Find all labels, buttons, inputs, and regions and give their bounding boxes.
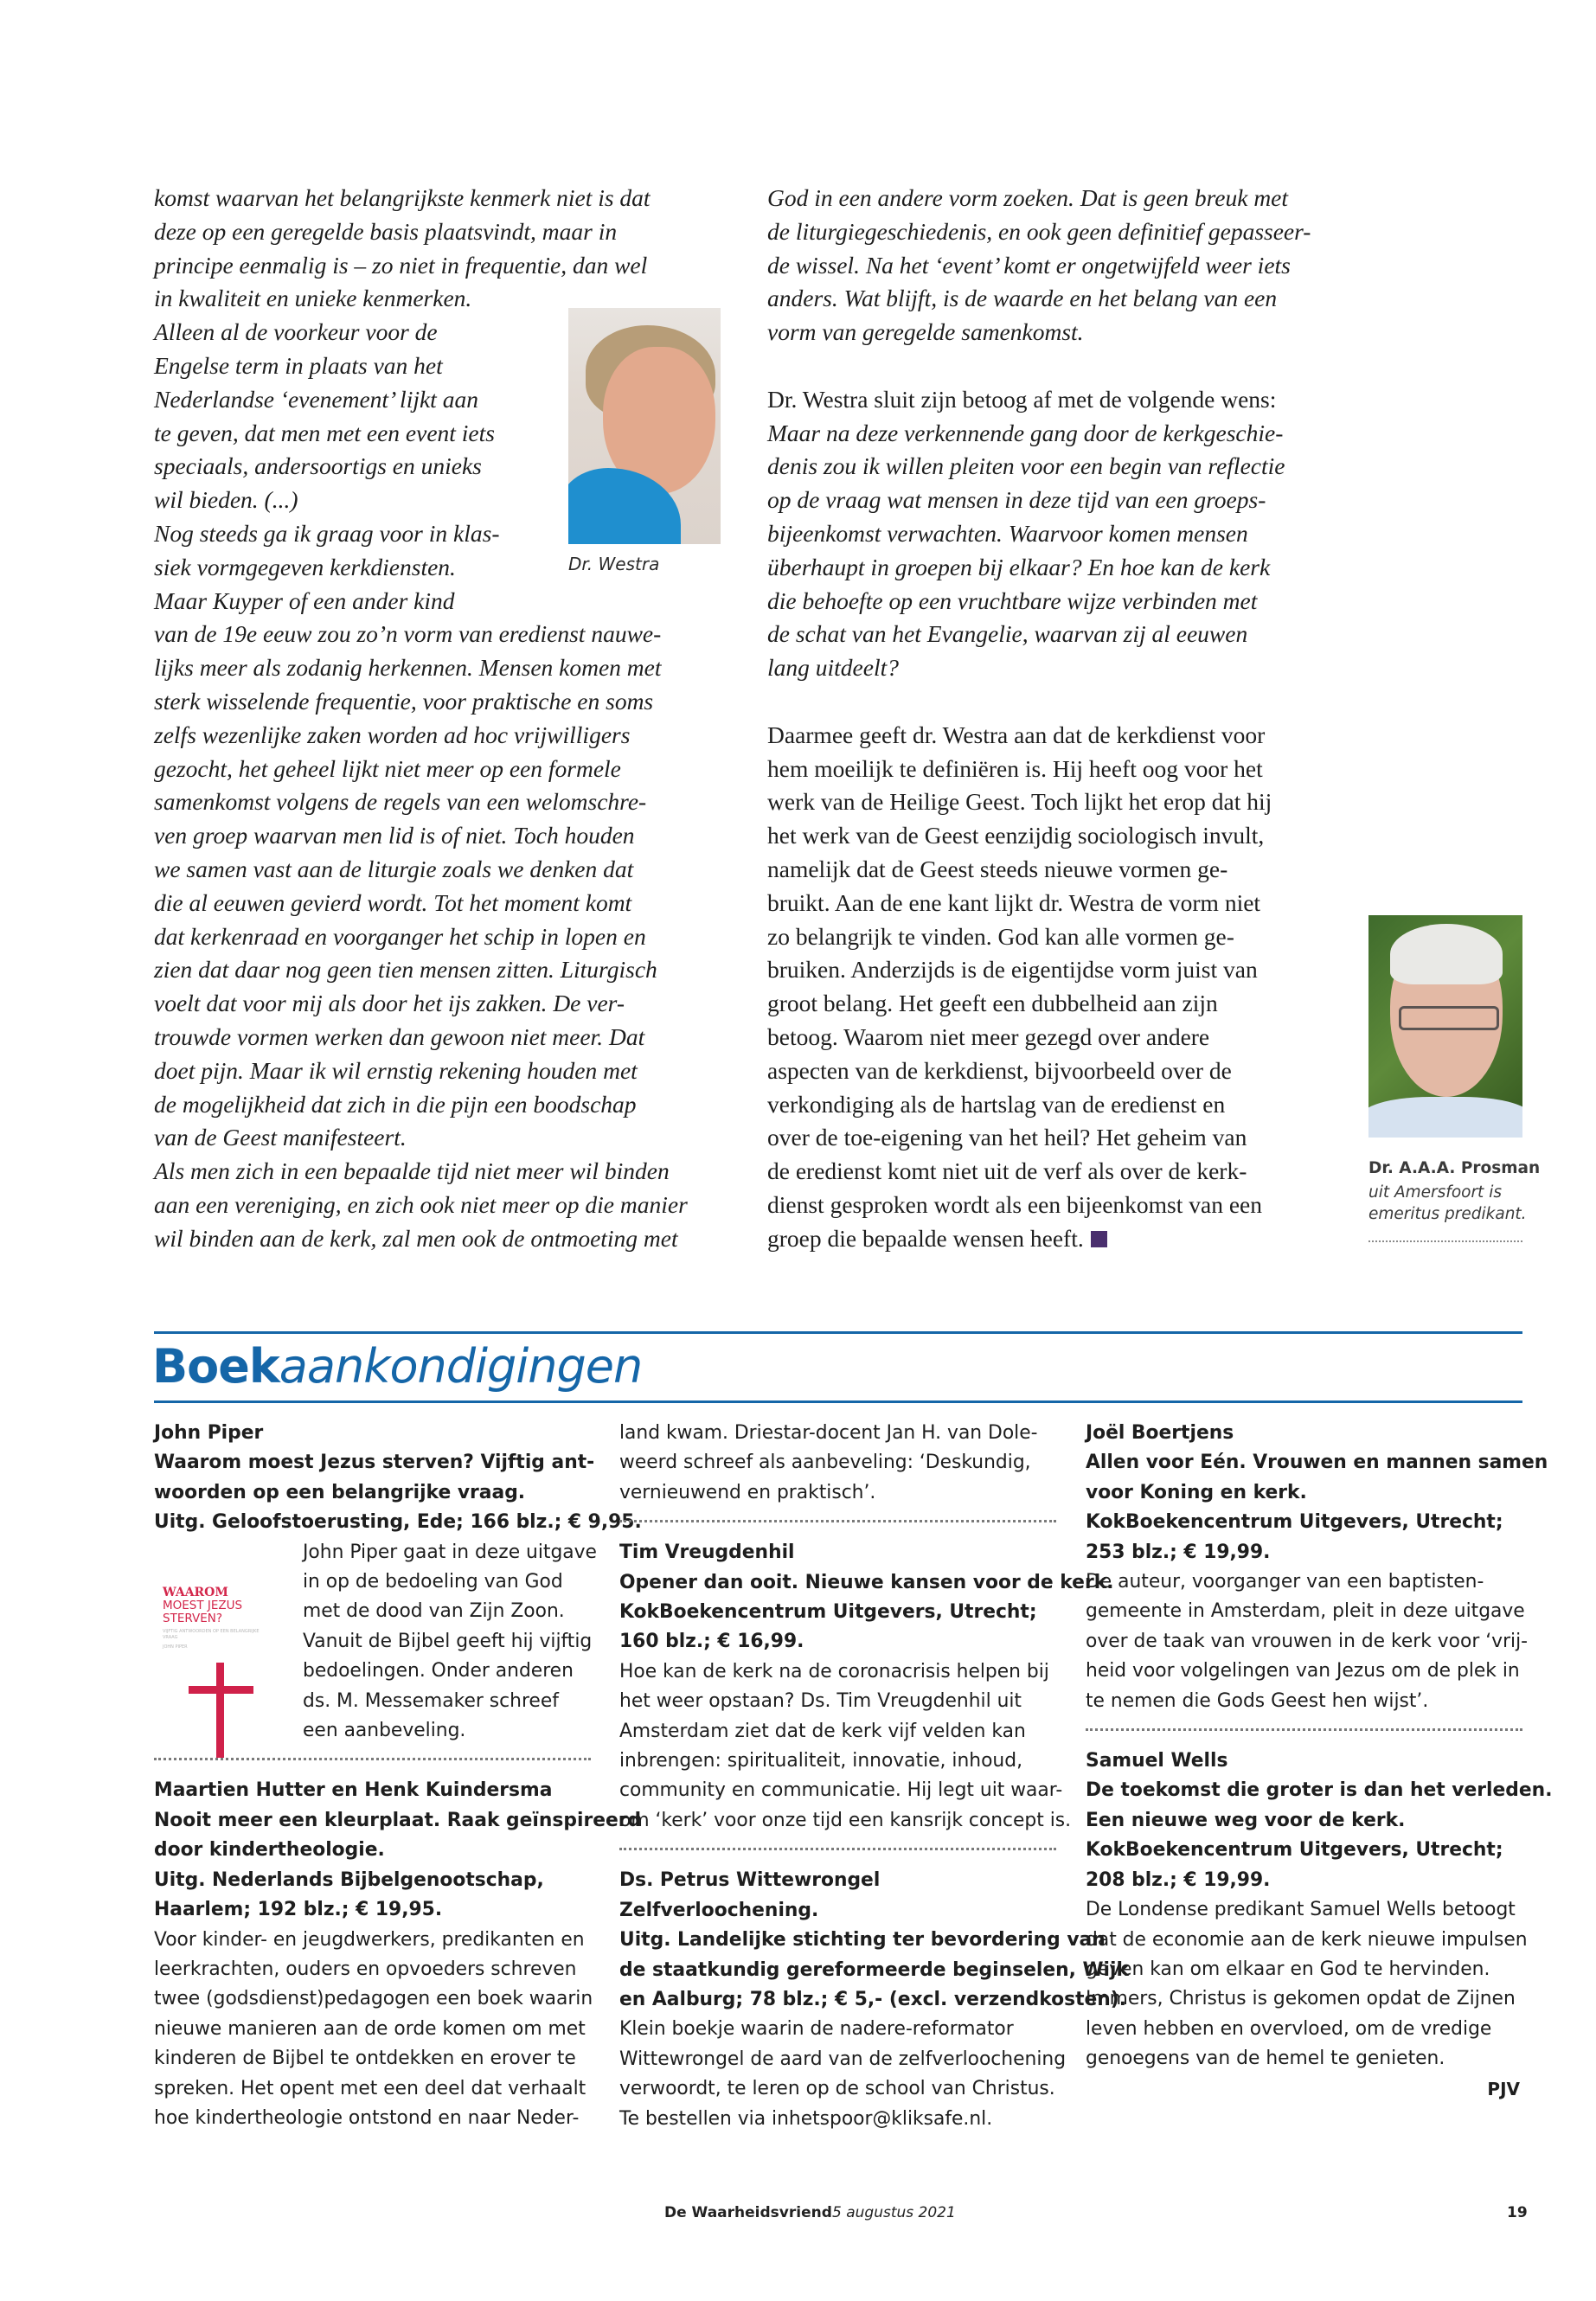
book-description-line: Vanuit de Bijbel geeft hij vijftig [303,1630,593,1652]
dotted-divider [154,1758,591,1760]
article-line: sterk wisselende frequentie, voor praktische en soms [154,687,654,715]
book-publisher-line: de staatkundig gereformeerde beginselen, Wijk [619,1958,1129,1981]
article-line: deze op een geregelde basis plaatsvindt, maar in [154,217,618,245]
book-column-2 [619,1419,1129,2134]
article-line: siek vormgegeven kerkdiensten. [154,553,456,580]
article-line: aan een vereniging, en zich ook niet meer op die manier [154,1190,688,1218]
article-line: voelt dat voor mij als door het ijs zakken. De ver- [154,990,625,1017]
author-photo [1368,915,1522,1138]
book-description-line: community en communicatie. Hij legt uit waar- [619,1779,1063,1802]
issue-date: 5 augustus 2021 [832,2204,956,2221]
book-description-line: nieuwe manieren aan de orde komen om met [154,2017,586,2040]
book-publisher-line: Uitg. Nederlands Bijbelgenootschap, [154,1868,544,1891]
cross-icon-bar [189,1686,253,1694]
article-line: Dr. Westra sluit zijn betoog af met de volgende wens: [767,385,1277,413]
dotted-divider [1086,1728,1522,1731]
dotted-divider [619,1520,1056,1522]
book-description-line: leerkrachten, ouders en opvoeders schreven [154,1958,577,1980]
article-line: bruiken. Anderzijds is de eigentijdse vorm juist van [767,956,1258,984]
article-line: groot belang. Het geeft een dubbelheid aan zijn [767,990,1218,1017]
article-line: de schat van het Evangelie, waarvan zij al eeuwen [767,620,1248,648]
article-line: namelijk dat de Geest steeds nieuwe vormen ge- [767,855,1228,882]
book-entry-hutter [154,1776,642,2133]
article-line: doet pijn. Maar ik wil ernstig rekening houden met [154,1056,638,1084]
book-description-line: spreken. Het opent met een deel dat verhaalt [154,2077,586,2099]
book-description-line: John Piper gaat in deze uitgave [303,1541,597,1563]
book-description-line: heid voor volgelingen van Jezus om de plek in [1086,1660,1520,1682]
book-column-1 [154,1419,642,2133]
book-description-line: Immers, Christus is gekomen opdat de Zijnen [1086,1988,1516,2010]
book-description-line: inbrengen: spiritualiteit, innovatie, inhoud, [619,1750,1023,1772]
section-rule-top [154,1331,1522,1334]
author-bio [1368,1182,1527,1225]
book-description-line: over de taak van vrouwen in de kerk voor ‘vrij- [1086,1630,1529,1652]
publication-name: De Waarheidsvriend [664,2204,832,2221]
section-title [152,1339,642,1394]
article-line: groep die bepaalde wensen heeft. [767,1222,1343,1256]
article-line: Daarmee geeft dr. Westra aan dat de kerkdienst voor [767,721,1266,748]
book-description-line: om ‘kerk’ voor onze tijd een kansrijk concept is. [619,1809,1072,1831]
book-description-line: ds. M. Messemaker schreef [303,1689,559,1712]
article-line: Maar Kuyper of een ander kind [154,586,455,614]
article-line: Als men zich in een bepaalde tijd niet meer wil binden [154,1157,670,1185]
book-publisher-line: Haarlem; 192 blz.; € 19,95. [154,1899,443,1921]
article-line: te geven, dat men met een event iets [154,419,495,446]
article-line: gezocht, het geheel lijkt niet meer op een formele [154,754,621,782]
article-line: zo belangrijk te vinden. God kan alle vormen ge- [767,922,1234,950]
book-description-line: geven kan om elkaar en God te hervinden. [1086,1958,1490,1980]
book-description-line: hoe kindertheologie ontstond en naar Neder- [154,2106,580,2129]
book-description-line: De auteur, voorganger van een baptisten- [1086,1571,1484,1593]
article-line: werk van de Heilige Geest. Toch lijkt het erop dat hij [767,788,1272,816]
book-publisher [1086,1836,1527,1895]
book-entry-vreugdenhil [619,1538,1114,1836]
book-description-line: verwoordt, te leren op de school van Christus. [619,2078,1055,2100]
page-number: 19 [1507,2204,1528,2221]
signature: PJV [1487,2078,1520,2099]
cover-title-line: STERVEN? [163,1611,223,1625]
cover-title-line: MOEST JEZUS [163,1598,243,1612]
book-title-line: Nooit meer een kleurplaat. Raak geïnspireerd [154,1809,642,1831]
book-publisher [619,1598,1061,1657]
article-line: over de toe-eigening van het heil? Het geheim van [767,1124,1247,1151]
book-publisher [154,1508,642,1537]
book-description [1086,1567,1527,1716]
article-line: überhaupt in groepen bij elkaar? En hoe kan de kerk [767,553,1271,580]
section-title-bold: Boek [152,1339,279,1394]
book-description-line: vernieuwend en praktisch’. [619,1481,876,1503]
book-publisher-line: 208 blz.; € 19,99. [1086,1868,1271,1891]
article-line: wil bieden. (...) [154,486,298,514]
article-line: betoog. Waarom niet meer gezegd over andere [767,1022,1210,1050]
cover-author: JOHN PIPER [163,1644,188,1650]
section-rule-bottom [154,1400,1522,1403]
book-publisher-line: 253 blz.; € 19,99. [1086,1541,1271,1563]
book-publisher [619,1926,1129,2015]
book-description-continued [619,1419,1061,1508]
article-line: de wissel. Na het ‘event’ komt er ongetwijfeld weer iets [767,251,1291,279]
book-title-line: Waarom moest Jezus sterven? Vijftig ant- [154,1452,595,1474]
book-description-line: in op de bedoeling van God [303,1571,563,1593]
article-line: Maar na deze verkennende gang door de kerkgeschie- [767,419,1284,446]
cover-title-line: WAAROM [163,1585,228,1599]
book-publisher-line: KokBoekencentrum Uitgevers, Utrecht; [1086,1511,1503,1534]
article-line: aspecten van de kerkdienst, bijvoorbeeld over de [767,1056,1232,1084]
book-entry-wittewrongel [619,1866,1129,2134]
article-line: God in een andere vorm zoeken. Dat is geen breuk met [767,184,1289,211]
cover-subtitle: VIJFTIG ANTWOORDEN OP EEN BELANGRIJKE VRAAG [163,1628,260,1640]
article-line: de liturgiegeschiedenis, en ook geen definitief gepasseer- [767,217,1311,245]
photo-hair-shape [1390,924,1503,984]
book-cover-image [163,1586,271,1734]
book-author: Joël Boertjens [1086,1422,1234,1444]
article-line: Nederlandse ‘evenement’ lijkt aan [154,385,478,413]
article-line: van de Geest manifesteert. [154,1124,407,1151]
article-line: Nog steeds ga ik graag voor in klas- [154,519,500,547]
book-publisher-line: en Aalburg; 78 blz.; € 5,- (excl. verzendkosten). [619,1988,1127,2010]
book-description-line: twee (godsdienst)pedagogen een boek waarin [154,1988,593,2010]
book-description-line: Amsterdam ziet dat de kerk vijf velden kan [619,1720,1026,1742]
westra-caption: Dr. Westra [568,554,660,574]
book-author: Maartien Hutter en Henk Kuindersma [154,1779,553,1802]
book-entry-piper [154,1419,642,1746]
article-line: Alleen al de voorkeur voor de [154,318,438,346]
book-description-line: Voor kinder- en jeugdwerkers, predikanten en [154,1928,585,1951]
book-entry-boertjens [1086,1419,1548,1716]
article-line: lang uitdeelt? [767,654,899,682]
book-publisher-line: KokBoekencentrum Uitgevers, Utrecht; [619,1601,1037,1624]
book-description-line: een aanbeveling. [303,1720,466,1742]
article-line: samenkomst volgens de regels van een welomschre- [154,788,647,816]
section-title-italic: aankondigingen [279,1339,643,1394]
article-line: die al eeuwen gevierd wordt. Tot het moment komt [154,888,632,916]
book-description-line: kinderen de Bijbel te ontdekken en erover te [154,2048,576,2070]
book-title-line: Allen voor Eén. Vrouwen en mannen samen [1086,1452,1548,1474]
book-title-line: De toekomst die groter is dan het verleden. [1086,1779,1553,1802]
article-line: verkondiging als de hartslag van de eredienst en [767,1090,1226,1118]
photo-glasses-shape [1399,1006,1499,1030]
book-publisher-line: KokBoekencentrum Uitgevers, Utrecht; [1086,1839,1503,1862]
book-description-line: het weer opstaan? Ds. Tim Vreugdenhil uit [619,1690,1022,1713]
book-entry-wells [1086,1747,1553,2073]
book-description-line: bedoelingen. Onder anderen [303,1660,574,1682]
book-publisher [1086,1508,1527,1567]
article-line: principe eenmalig is – zo niet in frequentie, dan wel [154,251,648,279]
book-description-line: Hoe kan de kerk na de coronacrisis helpen bij [619,1660,1049,1682]
article-line: zien dat daar nog geen tien mensen zitten. Liturgisch [154,956,657,984]
cross-icon [216,1663,224,1758]
book-author: Ds. Petrus Wittewrongel [619,1869,881,1892]
book-description-line: Wittewrongel de aard van de zelfverloochening [619,2048,1067,2070]
article-line: lijks meer als zodanig herkennen. Mensen komen met [154,654,662,682]
book-description-line: gemeente in Amsterdam, pleit in deze uitgave [1086,1600,1525,1623]
book-title-line: Zelfverloochening. [619,1899,819,1921]
article-line: denis zou ik willen pleiten voor een begin van reflectie [767,452,1285,480]
book-title-line: voor Koning en kerk. [1086,1481,1307,1503]
book-description-line: genoegens van de hemel te genieten. [1086,2048,1445,2070]
article-line: bijeenkomst verwachten. Waarvoor komen mensen [767,519,1248,547]
article-line: dat kerkenraad en voorganger het schip in lopen en [154,922,646,950]
article-line: zelfs wezenlijke zaken worden ad hoc vrijwilligers [154,721,631,748]
photo-shirt-shape [1368,1097,1522,1138]
paragraph-gap [767,349,1343,383]
book-description-line: Te bestellen via inhetspoor@kliksafe.nl. [619,2107,993,2130]
article-right-column [767,182,1343,1256]
book-title [619,1568,1114,1598]
article-line: we samen vast aan de liturgie zoals we denken dat [154,855,634,882]
book-publisher-line: Uitg. Geloofstoerusting, Ede; 166 blz.; € 9,95. [154,1511,642,1534]
book-title [1086,1448,1548,1508]
article-line: anders. Wat blijft, is de waarde en het belang van een [767,285,1278,312]
article-line: in kwaliteit en unieke kenmerken. [154,285,472,312]
article-line: trouwde vormen werken dan gewoon niet meer. Dat [154,1022,645,1050]
book-description-line: leven hebben en overvloed, om de vredige [1086,2017,1492,2040]
article-line: vorm van geregelde samenkomst. [767,318,1084,346]
book-author: Samuel Wells [1086,1750,1228,1772]
article-line: speciaals, andersoortigs en unieks [154,452,482,480]
book-description-line: met de dood van Zijn Zoon. [303,1600,565,1623]
article-line: dienst gesproken wordt als een bijeenkomst van een [767,1190,1262,1218]
book-author: Tim Vreugdenhil [619,1541,795,1564]
book-description [1086,1895,1527,2073]
author-bio-line: uit Amersfoort is [1368,1183,1502,1202]
article-line: die behoefte op een vruchtbare wijze verbinden met [767,586,1258,614]
book-description [154,1926,595,2134]
book-title-line: door kindertheologie. [154,1839,385,1862]
author-dotted-rule [1368,1240,1522,1242]
book-description-line: te nemen die Gods Geest hen wijst’. [1086,1689,1429,1712]
book-title [154,1448,595,1508]
westra-photo [568,308,721,544]
book-description-line: dat de economie aan de kerk nieuwe impulsen [1086,1928,1528,1951]
book-title [154,1806,642,1866]
article-line: Engelse term in plaats van het [154,351,443,379]
book-title-line: Een nieuwe weg voor de kerk. [1086,1809,1406,1831]
book-description [619,2015,1067,2134]
article-line: wil binden aan de kerk, zal men ook de ontmoeting met [154,1224,678,1252]
book-publisher-line: Uitg. Landelijke stichting ter bevordering van [619,1929,1106,1952]
author-name: Dr. A.A.A. Prosman [1368,1159,1541,1177]
book-title-line: woorden op een belangrijke vraag. [154,1481,526,1503]
paragraph-gap [767,685,1343,719]
article-line: komst waarvan het belangrijkste kenmerk niet is dat [154,184,651,211]
book-title [1086,1776,1553,1836]
book-publisher-line: 160 blz.; € 16,99. [619,1631,804,1653]
book-description [619,1657,1072,1836]
book-description-line: De Londense predikant Samuel Wells betoogt [1086,1899,1516,1921]
book-author: John Piper [154,1422,264,1444]
article-line: de eredienst komt niet uit de verf als over de kerk- [767,1157,1247,1185]
book-publisher [154,1866,595,1926]
author-bio-line: emeritus predikant. [1368,1205,1527,1223]
book-column-3 [1086,1419,1553,2104]
article-line: hem moeilijk te definiëren is. Hij heeft oog voor het [767,754,1263,782]
end-of-article-icon [1091,1231,1107,1247]
article-line: het werk van de Geest eenzijdig sociologisch invult, [767,822,1265,849]
article-line: ven groep waarvan men lid is of niet. Toch houden [154,822,635,849]
article-line: op de vraag wat mensen in deze tijd van een groeps- [767,486,1266,514]
article-line: bruikt. Aan de ene kant lijkt dr. Westra de vorm niet [767,888,1261,916]
article-line: de mogelijkheid dat zich in die pijn een boodschap [154,1090,637,1118]
book-description-line: Klein boekje waarin de nadere-reformator [619,2018,1014,2041]
book-description-line: land kwam. Driestar-docent Jan H. van Dole- [619,1422,1038,1444]
book-title [619,1896,1061,1926]
article-line: van de 19e eeuw zou zo’n vorm van eredienst nauwe- [154,620,662,648]
book-title-line: Opener dan ooit. Nieuwe kansen voor de kerk. [619,1571,1114,1593]
book-description-line: weerd schreef als aanbeveling: ‘Deskundig, [619,1452,1031,1474]
dotted-divider [619,1848,1056,1850]
